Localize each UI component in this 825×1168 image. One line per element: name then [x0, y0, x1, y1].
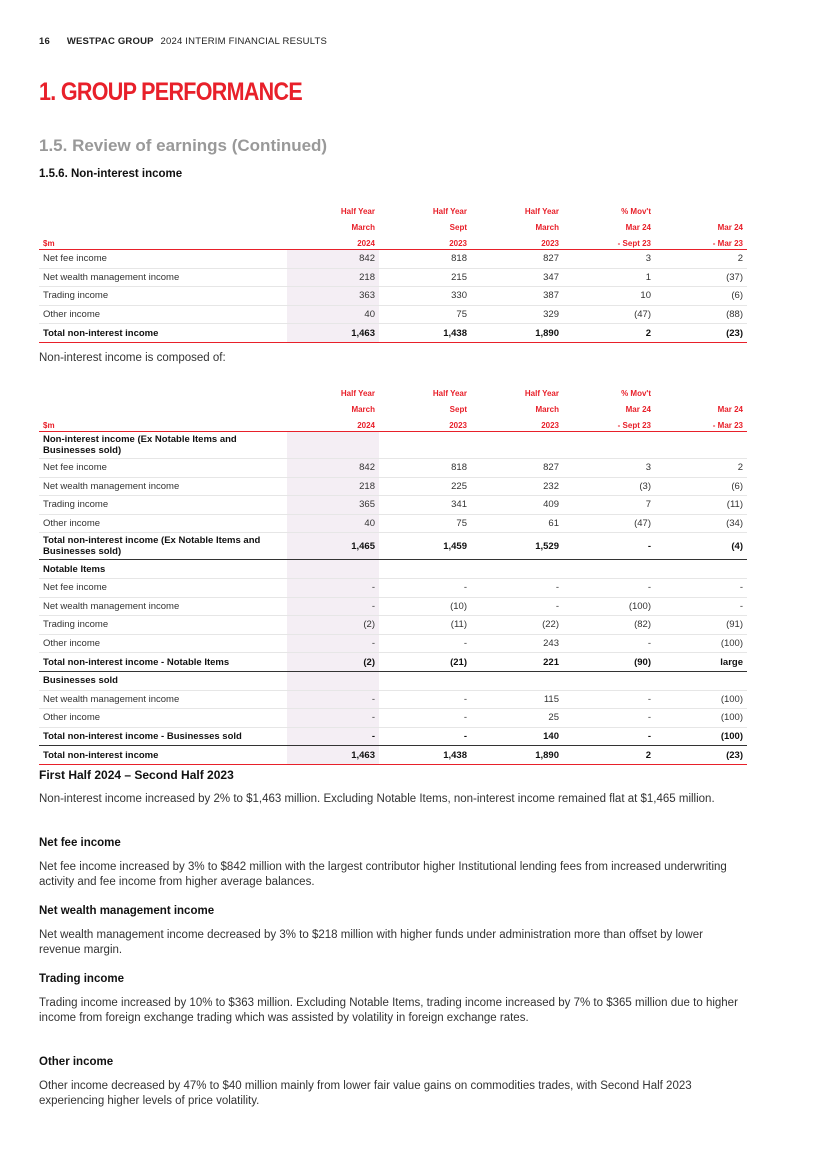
table-header-cell: 2023 [379, 414, 471, 432]
value-cell: 842 [287, 250, 379, 269]
value-cell: 363 [287, 287, 379, 306]
value-cell: (10) [379, 597, 471, 616]
table-body [39, 690, 747, 727]
value-cell: (100) [563, 597, 655, 616]
value-cell: 387 [471, 287, 563, 306]
value-cell: - [379, 578, 471, 597]
value-cell: 232 [471, 477, 563, 496]
value-cell: (88) [655, 305, 747, 324]
table-row [39, 634, 747, 653]
table-header-cell: - Sept 23 [563, 232, 655, 250]
value-cell: 7 [563, 496, 655, 515]
value-cell: - [563, 690, 655, 709]
table-header-cell: Half Year [432, 389, 467, 398]
table-row [39, 496, 747, 515]
table-header-cell: 2023 [471, 414, 563, 432]
section-heading: Non-interest income (Ex Notable Items and Businesses sold) [39, 432, 287, 459]
value-cell: - [471, 578, 563, 597]
table-row [39, 305, 747, 324]
table-header-cell: Mar 24 [717, 405, 743, 414]
page-header [39, 36, 327, 47]
table-header-cell [39, 200, 287, 216]
value-cell: 1,438 [379, 324, 471, 343]
value-cell: 1,459 [379, 533, 471, 560]
table-header-cell: - Mar 23 [655, 232, 747, 250]
value-cell: 1,463 [287, 324, 379, 343]
value-cell: 1,465 [287, 533, 379, 560]
table-body [39, 250, 747, 324]
table-row [39, 597, 747, 616]
table-row [39, 287, 747, 306]
value-cell: (22) [471, 616, 563, 635]
table-header-cell: 2024 [287, 232, 379, 250]
table-header-cell: Mar 24 [625, 405, 651, 414]
table-header-cell: - Sept 23 [563, 414, 655, 432]
trading-paragraph: Trading income increased by 10% to $363 million. Excluding Notable Items, trading income increased by 7% to $365 million due to higher income from foreign exchange trading which was assisted by volatility in foreign exchange rates. [39, 997, 738, 1024]
document-title: 2024 INTERIM FINANCIAL RESULTS [160, 36, 328, 47]
section-title: 1. GROUP PERFORMANCE [39, 78, 302, 106]
section-heading-row [39, 560, 747, 579]
value-cell: 330 [379, 287, 471, 306]
value-cell: (100) [655, 727, 747, 746]
table-header-cell: Half Year [524, 207, 559, 216]
other-heading: Other income [39, 1056, 114, 1068]
table-header-cell: Mar 24 [717, 223, 743, 232]
wealth-heading: Net wealth management income [39, 905, 215, 917]
value-cell: (6) [655, 287, 747, 306]
value-cell: 1,529 [471, 533, 563, 560]
trading-heading: Trading income [39, 973, 124, 985]
value-cell: - [287, 578, 379, 597]
value-cell: (34) [655, 514, 747, 533]
table-row [39, 690, 747, 709]
row-label: Trading income [39, 287, 287, 306]
row-label: Total non-interest income [39, 324, 287, 343]
value-cell: 3 [563, 459, 655, 478]
value-cell: 409 [471, 496, 563, 515]
value-cell: large [655, 653, 747, 672]
value-cell: 3 [563, 250, 655, 269]
row-label: Total non-interest income - Businesses sold [39, 727, 287, 746]
table-total-row [39, 653, 747, 672]
subsection-title: 1.5. Review of earnings (Continued) [39, 136, 328, 155]
value-cell: 225 [379, 477, 471, 496]
section-heading-row [39, 432, 747, 459]
value-cell: 1,890 [471, 746, 563, 765]
value-cell: 347 [471, 268, 563, 287]
table-header-cell: Sept [449, 223, 467, 232]
table-header-cell: $m [39, 414, 287, 432]
row-label: Net fee income [39, 250, 287, 269]
table-body [39, 578, 747, 652]
non-interest-income-composition-table [39, 382, 747, 765]
value-cell: 1,463 [287, 746, 379, 765]
table-header-cell: % Mov't [621, 207, 651, 216]
row-label: Total non-interest income [39, 746, 287, 765]
row-label: Net wealth management income [39, 597, 287, 616]
value-cell: 842 [287, 459, 379, 478]
value-cell: 75 [379, 305, 471, 324]
value-cell: 40 [287, 305, 379, 324]
value-cell: 221 [471, 653, 563, 672]
value-cell: 827 [471, 250, 563, 269]
table-header-cell: $m [39, 232, 287, 250]
table-header-cell: 2023 [471, 232, 563, 250]
value-cell: (11) [379, 616, 471, 635]
value-cell: (3) [563, 477, 655, 496]
value-cell: - [655, 597, 747, 616]
value-cell: (23) [655, 746, 747, 765]
table-header-cell: March [535, 405, 559, 414]
value-cell: (100) [655, 634, 747, 653]
row-label: Trading income [39, 616, 287, 635]
table-grand-total-row [39, 746, 747, 765]
value-cell: - [655, 578, 747, 597]
value-cell: (2) [287, 616, 379, 635]
value-cell: 2 [655, 250, 747, 269]
table-header-cell [39, 398, 287, 414]
value-cell: (23) [655, 324, 747, 343]
value-cell: (37) [655, 268, 747, 287]
value-cell: (11) [655, 496, 747, 515]
value-cell: - [379, 709, 471, 728]
value-cell: 329 [471, 305, 563, 324]
value-cell: - [563, 709, 655, 728]
value-cell: - [379, 727, 471, 746]
value-cell: - [379, 634, 471, 653]
table-header-cell [655, 200, 747, 216]
row-label: Net fee income [39, 578, 287, 597]
value-cell: (4) [655, 533, 747, 560]
row-label: Net fee income [39, 459, 287, 478]
table-header-cell: Half Year [340, 389, 375, 398]
other-paragraph: Other income decreased by 47% to $40 million mainly from lower fair value gains on commodities trades, with Second Half 2023 experiencing higher levels of price volatility. [39, 1080, 692, 1107]
table-header-cell: Half Year [432, 207, 467, 216]
table-total-row [39, 533, 747, 560]
row-label: Total non-interest income (Ex Notable Items and Businesses sold) [39, 533, 287, 560]
value-cell: (21) [379, 653, 471, 672]
row-label: Net wealth management income [39, 268, 287, 287]
table-header-cell: March [351, 223, 375, 232]
value-cell: (6) [655, 477, 747, 496]
row-label: Net wealth management income [39, 477, 287, 496]
table-header-cell [39, 382, 287, 398]
value-cell: 75 [379, 514, 471, 533]
table-header-cell [39, 216, 287, 232]
row-label: Other income [39, 305, 287, 324]
row-label: Total non-interest income - Notable Items [39, 653, 287, 672]
value-cell: 818 [379, 459, 471, 478]
table-header-cell: 2023 [379, 232, 471, 250]
table-intro-text: Non-interest income is composed of: [39, 352, 226, 364]
table-row [39, 514, 747, 533]
table-header-cell: Half Year [524, 389, 559, 398]
page-number: 16 [39, 36, 50, 47]
value-cell: (47) [563, 305, 655, 324]
value-cell: 1,438 [379, 746, 471, 765]
value-cell: (90) [563, 653, 655, 672]
value-cell: - [287, 634, 379, 653]
value-cell: - [287, 709, 379, 728]
table-total-row [39, 324, 747, 343]
row-label: Trading income [39, 496, 287, 515]
value-cell: 243 [471, 634, 563, 653]
value-cell: 140 [471, 727, 563, 746]
row-label: Other income [39, 514, 287, 533]
value-cell: - [563, 727, 655, 746]
value-cell: (82) [563, 616, 655, 635]
value-cell: - [563, 533, 655, 560]
value-cell: 25 [471, 709, 563, 728]
subsubsection-title: 1.5.6. Non-interest income [39, 168, 183, 180]
section-heading-row [39, 671, 747, 690]
table-header-cell: Half Year [340, 207, 375, 216]
row-label: Other income [39, 709, 287, 728]
section-heading: Businesses sold [39, 671, 287, 690]
section-heading: Notable Items [39, 560, 287, 579]
table-row [39, 250, 747, 269]
value-cell: 827 [471, 459, 563, 478]
value-cell: 10 [563, 287, 655, 306]
value-cell: 40 [287, 514, 379, 533]
value-cell: (100) [655, 709, 747, 728]
table-total-row [39, 727, 747, 746]
table-header-cell: 2024 [287, 414, 379, 432]
value-cell: - [287, 690, 379, 709]
table-header-cell: % Mov't [621, 389, 651, 398]
value-cell: 2 [563, 746, 655, 765]
table-header-cell: - Mar 23 [655, 414, 747, 432]
fee-heading: Net fee income [39, 837, 121, 849]
row-label: Net wealth management income [39, 690, 287, 709]
value-cell: 1 [563, 268, 655, 287]
value-cell: - [287, 727, 379, 746]
value-cell: 818 [379, 250, 471, 269]
fee-paragraph: Net fee income increased by 3% to $842 million with the largest contributor higher Institutional lending fees from increased underwriting activity and fee income from higher average balances. [39, 861, 727, 888]
table-row [39, 268, 747, 287]
value-cell: 218 [287, 268, 379, 287]
table-header-cell [655, 382, 747, 398]
value-cell: - [563, 578, 655, 597]
value-cell: 2 [563, 324, 655, 343]
period-paragraph: Non-interest income increased by 2% to $1,463 million. Excluding Notable Items, non-interest income remained flat at $1,465 million. [39, 793, 715, 805]
value-cell: - [287, 597, 379, 616]
brand-name: WESTPAC GROUP [66, 36, 154, 47]
value-cell: - [471, 597, 563, 616]
wealth-paragraph: Net wealth management income decreased by 3% to $218 million with higher funds under administration more than offset by lower revenue margin. [39, 929, 703, 956]
table-row [39, 616, 747, 635]
table-header-cell: Sept [449, 405, 467, 414]
value-cell: - [563, 634, 655, 653]
table-header-cell: March [535, 223, 559, 232]
period-heading: First Half 2024 – Second Half 2023 [39, 768, 234, 782]
table-row [39, 709, 747, 728]
table-row [39, 477, 747, 496]
table-row [39, 578, 747, 597]
non-interest-income-table [39, 200, 747, 343]
row-label: Other income [39, 634, 287, 653]
table-row [39, 459, 747, 478]
value-cell: 61 [471, 514, 563, 533]
value-cell: (100) [655, 690, 747, 709]
value-cell: 2 [655, 459, 747, 478]
table-header-cell: Mar 24 [625, 223, 651, 232]
value-cell: 218 [287, 477, 379, 496]
value-cell: 341 [379, 496, 471, 515]
value-cell: (47) [563, 514, 655, 533]
value-cell: 365 [287, 496, 379, 515]
value-cell: 115 [471, 690, 563, 709]
value-cell: (91) [655, 616, 747, 635]
value-cell: 1,890 [471, 324, 563, 343]
value-cell: (2) [287, 653, 379, 672]
value-cell: - [379, 690, 471, 709]
table-header-cell: March [351, 405, 375, 414]
table-body [39, 459, 747, 533]
value-cell: 215 [379, 268, 471, 287]
